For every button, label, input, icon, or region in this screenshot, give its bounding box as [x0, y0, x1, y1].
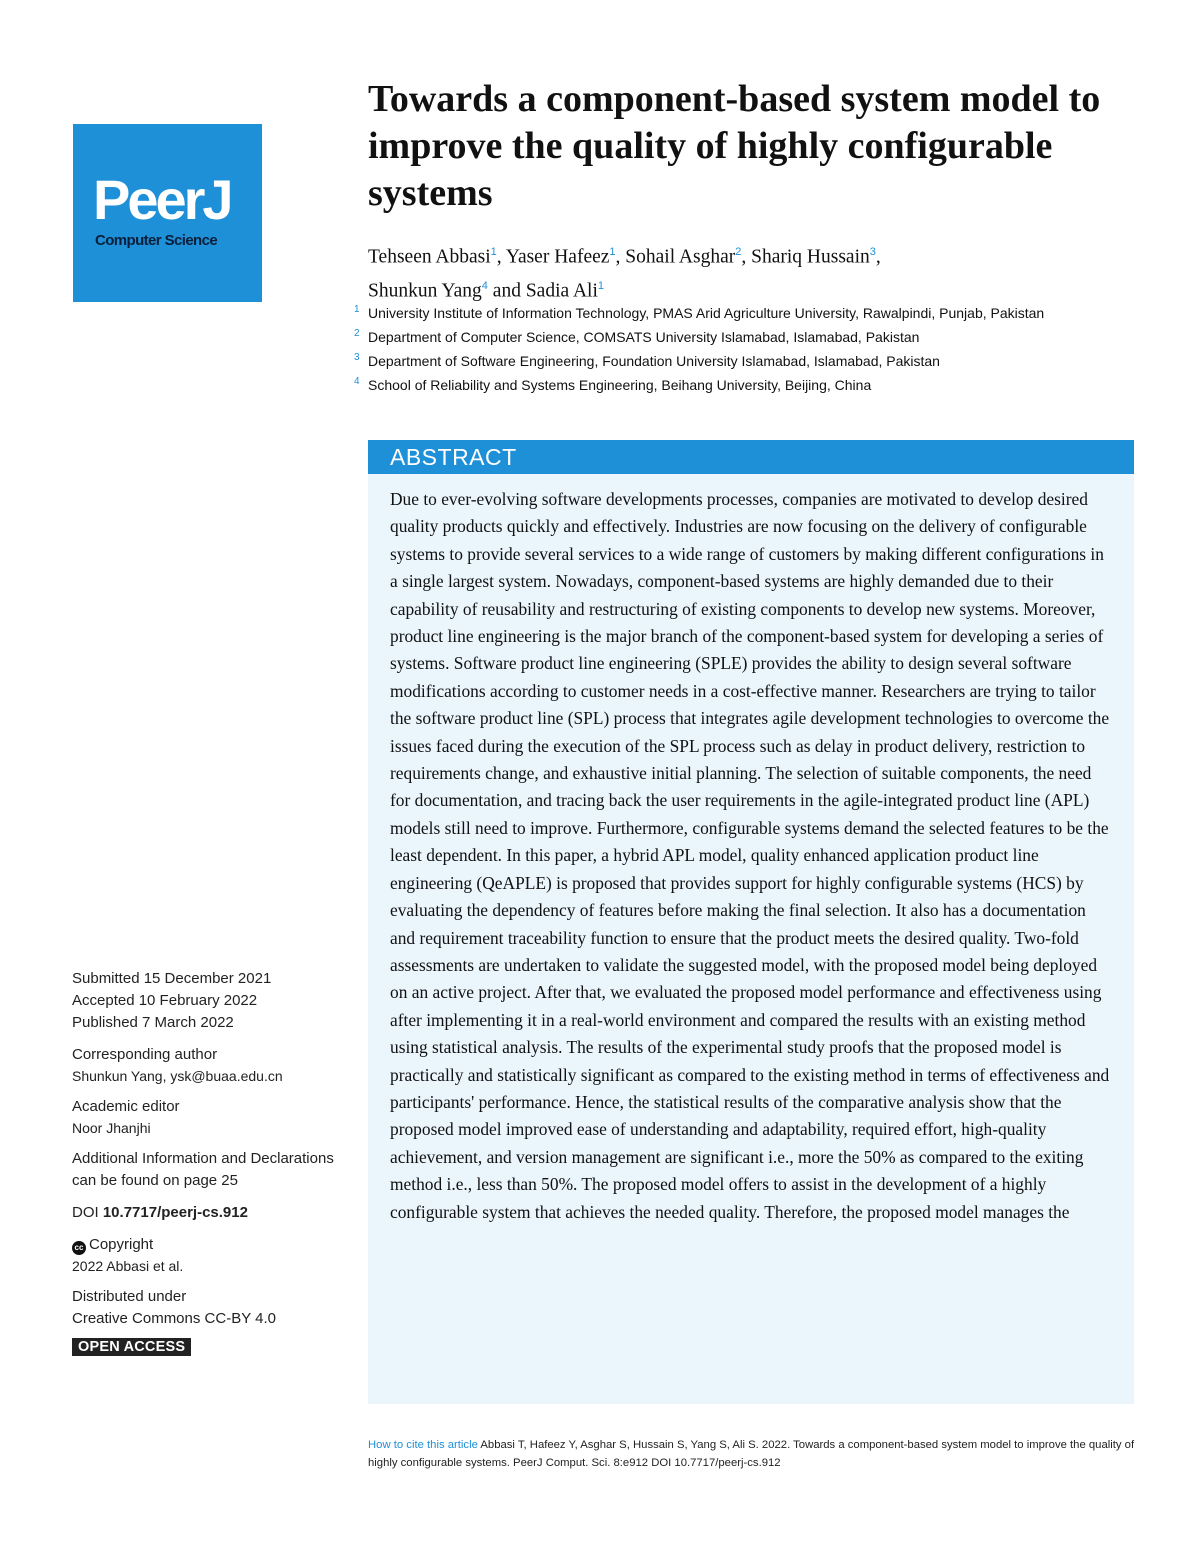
copyright-label: Copyright	[89, 1236, 154, 1253]
author-affiliation-mark: 1	[490, 246, 497, 258]
abstract-heading: ABSTRACT	[390, 444, 517, 470]
author-name[interactable]: Sadia Ali	[525, 280, 598, 301]
corresponding-author-value[interactable]: Shunkun Yang, ysk@buaa.edu.cn	[72, 1068, 283, 1084]
affiliation-item	[354, 327, 1154, 348]
affiliation-list	[354, 303, 1154, 399]
peerj-logo[interactable]	[73, 124, 262, 302]
citation-text: Abbasi T, Hafeez Y, Asghar S, Hussain S, Yang S, Ali S. 2022. Towards a component-based system model to improve the quality of highly configurable systems. PeerJ Comput. Sci. 8:e912 DOI 10.7717/peerj-cs.912	[368, 1439, 1135, 1469]
citation-label: How to cite this article	[368, 1439, 478, 1451]
affiliation-text: Department of Computer Science, COMSATS University Islamabad, Islamabad, Pakistan	[368, 329, 920, 345]
affiliation-number: 4	[354, 376, 360, 387]
affiliation-item	[354, 375, 1154, 396]
abstract-body: Due to ever-evolving software developments processes, companies are motivated to develop desired quality products quickly and effectively. Industries are now focusing on the delivery of configurable systems to provide several services to a wide range of customers by making different configurations in a single largest system. Nowadays, component-based systems are highly demanded due to their capability of reusability and restructuring of existing components to develop new systems. Moreover, product line engineering is the major branch of the component-based system for developing a series of systems. Software product line engineering (SPLE) provides the ability to design several software modifications according to customer needs in a cost-effective manner. Researchers are trying to tailor the software product line (SPL) process that integrates agile development technologies to overcome the issues faced during the execution of the SPL process such as delay in product delivery, restriction to requirements change, and exhaustive initial planning. The selection of suitable components, the need for documentation, and tracing back the user requirements in the agile-integrated product line (APL) models still need to improve. Furthermore, configurable systems demand the selected features to be the least dependent. In this paper, a hybrid APL model, quality enhanced application product line engineering (QeAPLE) is proposed that provides support for highly configurable systems (HCS) by evaluating the dependency of features before making the final selection. It also has a documentation and requirement traceability function to ensure that the product meets the desired quality. Two-fold assessments are undertaken to validate the suggested model, with the proposed model being deployed on an active project. After that, we evaluated the proposed model performance and effectiveness using after implementing it in a real-world environment and compared the results with an existing method using statistical analysis. The results of the experimental study proofs that the proposed model is practically and statistically significant as compared to the existing method in terms of effectiveness and participants' performance. Hence, the statistical results of the comparative analysis show that the proposed model improved ease of understanding and adaptability, required effort, high-quality achievement, and version management are significant i.e., more the 50% as compared to the exiting method i.e., less than 50%. The proposed model offers to assist in the development of a highly configurable system that achieves the needed quality. Therefore, the proposed model manages the	[390, 489, 1110, 1222]
affiliation-item	[354, 351, 1154, 372]
corresponding-author-label: Corresponding author	[72, 1046, 218, 1063]
author-affiliation-mark: 3	[869, 246, 876, 258]
author-separator: ,	[615, 246, 626, 268]
published-date: Published 7 March 2022	[72, 1014, 234, 1031]
academic-editor-value: Noor Jhanjhi	[72, 1120, 151, 1136]
license-link[interactable]: Creative Commons CC-BY 4.0	[72, 1310, 276, 1327]
author-separator: ,	[496, 246, 506, 268]
author-name[interactable]: Yaser Hafeez	[505, 246, 610, 268]
affiliation-number: 1	[354, 304, 360, 315]
citation-footer	[368, 1436, 1148, 1472]
affiliation-text: University Institute of Information Technology, PMAS Arid Agriculture University, Rawalpindi, Punjab, Pakistan	[368, 305, 1045, 321]
author-separator: ,	[741, 246, 752, 268]
article-metadata-sidebar	[72, 968, 342, 1356]
author-name[interactable]: Sohail Asghar	[625, 246, 736, 268]
abstract-section	[368, 440, 1134, 1404]
logo-sub-text: Computer Science	[95, 232, 218, 249]
affiliation-text: Department of Software Engineering, Foundation University Islamabad, Islamabad, Pakistan	[368, 353, 940, 369]
author-separator: ,	[875, 246, 881, 268]
open-access-badge: OPEN ACCESS	[72, 1338, 191, 1356]
affiliation-number: 3	[354, 352, 360, 363]
author-list	[368, 238, 1148, 305]
affiliation-number: 2	[354, 328, 360, 339]
affiliation-text: School of Reliability and Systems Engineering, Beihang University, Beijing, China	[368, 377, 872, 393]
author-affiliation-mark: 1	[609, 246, 616, 258]
copyright-value: 2022 Abbasi et al.	[72, 1258, 184, 1274]
author-name[interactable]: Shariq Hussain	[751, 246, 870, 268]
author-affiliation-mark: 2	[735, 246, 742, 258]
academic-editor-label: Academic editor	[72, 1098, 180, 1115]
author-affiliation-mark: 4	[481, 279, 488, 292]
abstract-header	[368, 440, 1134, 474]
doi-line	[72, 1202, 342, 1224]
affiliation-item	[354, 303, 1154, 324]
doi-label: DOI	[72, 1204, 99, 1221]
logo-main-text: PeerJ	[93, 168, 231, 231]
author-separator: and	[487, 280, 526, 301]
copyright-line	[72, 1234, 342, 1256]
author-name[interactable]: Tehseen Abbasi	[368, 246, 491, 268]
doi-link[interactable]: 10.7717/peerj-cs.912	[102, 1204, 248, 1221]
article-title: Towards a component-based system model to improve the quality of highly configurable systems	[368, 78, 1101, 214]
copyright-cc-icon: cc	[72, 1241, 86, 1255]
submitted-date: Submitted 15 December 2021	[72, 970, 272, 987]
additional-information-link[interactable]: Additional Information and Declarations can be found on page 25	[72, 1150, 334, 1189]
author-name[interactable]: Shunkun Yang	[368, 280, 482, 301]
license-label: Distributed under	[72, 1288, 187, 1305]
accepted-date: Accepted 10 February 2022	[72, 992, 258, 1009]
author-affiliation-mark: 1	[597, 279, 604, 292]
